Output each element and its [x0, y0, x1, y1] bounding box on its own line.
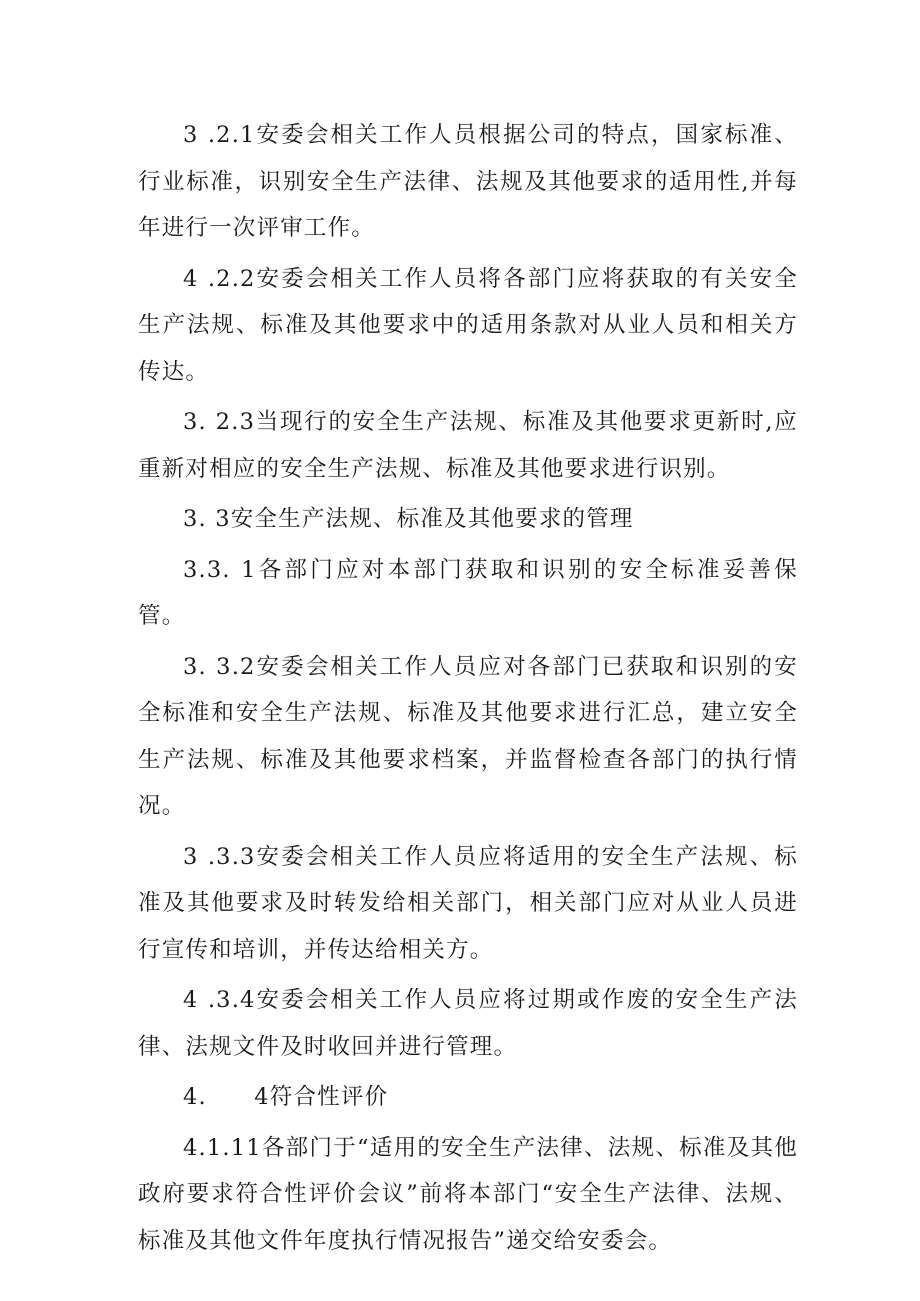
paragraph-3-2-3: 3. 2.3当现行的安全生产法规、标准及其他要求更新时,应重新对相应的安全生产法规、标准及其他要求进行识别。: [138, 409, 798, 482]
paragraph-4-2-2: 4 .2.2安委会相关工作人员将各部门应将获取的有关安全生产法规、标准及其他要求中的适用条款对从业人员和相关方传达。: [138, 265, 798, 385]
section-heading-4-4: 4. 4符合性评价: [183, 1084, 389, 1110]
paragraph-3-2-1: 3 .2.1安委会相关工作人员根据公司的特点，国家标准、行业标准，识别安全生产法律、法规及其他要求的适用性,并每年进行一次评审工作。: [138, 122, 798, 241]
section-heading-3-3: 3. 3安全生产法规、标准及其他要求的管理: [183, 506, 634, 532]
paragraph-3-3-3: 3 .3.3安委会相关工作人员应将适用的安全生产法规、标准及其他要求及时转发给相关部门，相关部门应对从业人员进行宣传和培训，并传达给相关方。: [138, 843, 798, 963]
paragraph-3-3-1: 3.3. 1各部门应对本部门获取和识别的安全标准妥善保管。: [138, 556, 798, 629]
paragraph-4-3-4: 4 .3.4安委会相关工作人员应将过期或作废的安全生产法律、法规文件及时收回并进行管理。: [138, 987, 798, 1060]
paragraph-4-1-11: 4.1.11各部门于“适用的安全生产法律、法规、标准及其他政府要求符合性评价会议”前将本部门“安全生产法律、法规、标准及其他文件年度执行情况报告”递交给安委会。: [138, 1134, 798, 1254]
document-page: [138, 112, 798, 1268]
paragraph-3-3-2: 3. 3.2安委会相关工作人员应对各部门已获取和识别的安全标准和安全生产法规、标准及其他要求进行汇总，建立安全生产法规、标准及其他要求档案，并监督检查各部门的执行情况。: [138, 653, 798, 819]
